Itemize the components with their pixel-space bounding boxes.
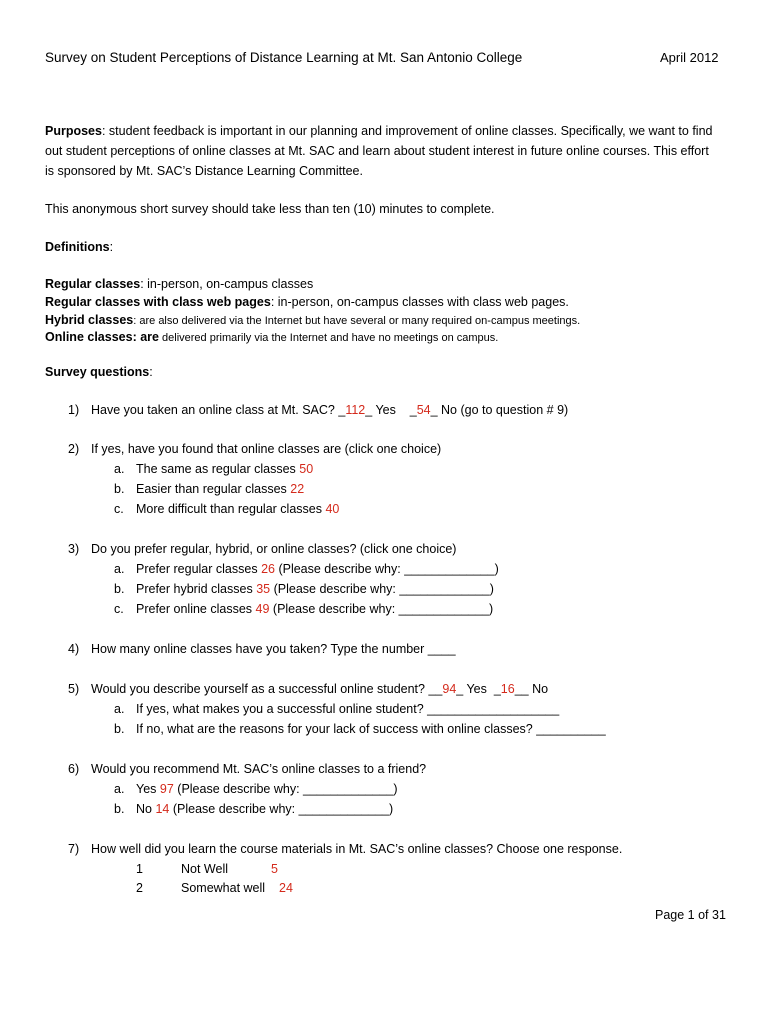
option-letter: b. [114, 582, 125, 596]
question-5-no-count: 16 [500, 682, 515, 696]
rating-rank: 2 [136, 881, 143, 895]
question-1-yes-count: 112 [345, 403, 366, 417]
purposes-label: Purposes [45, 124, 102, 138]
option-text: More difficult than regular classes [136, 502, 322, 516]
definition-desc: : in-person, on-campus classes [140, 277, 314, 291]
option-count: 40 [325, 502, 340, 516]
definition-regular [45, 277, 313, 292]
option-text: Yes [136, 782, 157, 796]
option-letter: c. [114, 602, 124, 616]
definition-desc: : are also delivered via the Internet but have several or many required on-campus meetings. [133, 315, 581, 327]
option-describe: (Please describe why: _____________) [177, 782, 398, 796]
question-1-text: Have you taken an online class at Mt. SAC? _ [91, 403, 346, 417]
option-text: Prefer regular classes [136, 562, 258, 576]
question-5-yes-count: 94 [442, 682, 457, 696]
option-text: No [136, 802, 152, 816]
question-3-option-a [136, 562, 499, 577]
definition-desc: : in-person, on-campus classes with class web pages. [270, 295, 569, 309]
rating-label: Somewhat well [181, 881, 266, 895]
question-5-option-a: If yes, what makes you a successful online student? ___________________ [136, 702, 560, 716]
option-letter: c. [114, 502, 124, 516]
definition-online [45, 330, 498, 346]
option-letter: a. [114, 462, 125, 476]
purposes-line-1 [45, 124, 713, 139]
question-1-no-count: 54 [416, 403, 431, 417]
survey-questions-heading [45, 365, 153, 380]
question-3-option-c [136, 602, 493, 617]
option-describe: (Please describe why: _____________) [272, 602, 494, 616]
question-5-option-b: If no, what are the reasons for your lack of success with online classes? __________ [136, 722, 606, 736]
survey-questions-colon: : [149, 365, 153, 379]
definition-hybrid [45, 313, 580, 329]
question-6-number: 6) [68, 762, 80, 776]
option-count: 26 [261, 562, 275, 576]
question-6-option-a [136, 782, 398, 797]
definition-desc: delivered primarily via the Internet and have no meetings on campus. [158, 332, 499, 344]
option-count: 22 [290, 482, 305, 496]
definition-desc-bold: : are [132, 330, 159, 344]
option-text: Prefer online classes [136, 602, 253, 616]
question-1 [91, 403, 568, 418]
definition-regular-web [45, 295, 569, 310]
question-5-mid: _ Yes _ [456, 682, 501, 696]
option-count: 49 [255, 602, 270, 616]
option-letter: b. [114, 802, 125, 816]
question-7-text: How well did you learn the course materials in Mt. SAC’s online classes? Choose one response. [91, 842, 623, 856]
rating-rank: 1 [136, 862, 143, 876]
option-text: Prefer hybrid classes [136, 582, 253, 596]
question-6-option-b [136, 802, 393, 817]
option-count: 14 [155, 802, 170, 816]
question-3-text: Do you prefer regular, hybrid, or online classes? (click one choice) [91, 542, 457, 556]
option-describe: (Please describe why: _____________) [273, 582, 494, 596]
question-1-number: 1) [68, 403, 80, 417]
option-count: 50 [299, 462, 314, 476]
option-letter: b. [114, 482, 125, 496]
question-5-number: 5) [68, 682, 80, 696]
survey-questions-label: Survey questions [45, 365, 150, 379]
question-2-number: 2) [68, 442, 80, 456]
definitions-colon: : [109, 240, 114, 254]
question-5-end: __ No [514, 682, 549, 696]
option-describe: (Please describe why: _____________) [278, 562, 499, 576]
rating-count: 5 [271, 862, 278, 876]
page-number: Page 1 of 31 [655, 908, 726, 922]
question-4-text: How many online classes have you taken? Type the number ____ [91, 642, 456, 656]
question-3-option-b [136, 582, 494, 597]
question-1-mid: _ Yes _ [365, 403, 417, 417]
question-2-option-b [136, 482, 304, 497]
question-6-text: Would you recommend Mt. SAC’s online classes to a friend? [91, 762, 427, 776]
document-title: Survey on Student Perceptions of Distance Learning at Mt. San Antonio College [45, 50, 523, 65]
definition-term: Online classes [45, 330, 133, 344]
option-count: 97 [159, 782, 174, 796]
anonymous-note: This anonymous short survey should take less than ten (10) minutes to complete. [45, 202, 495, 216]
definition-term: Regular classes with class web pages [45, 295, 271, 309]
document-date: April 2012 [660, 50, 719, 65]
option-letter: b. [114, 722, 125, 736]
option-text: Easier than regular classes [136, 482, 287, 496]
option-letter: a. [114, 702, 125, 716]
definitions-label: Definitions [45, 240, 110, 254]
question-3-number: 3) [68, 542, 80, 556]
definitions-heading [45, 240, 113, 255]
purposes-line-2: out student perceptions of online classes at Mt. SAC and learn about student interest in future online courses. This effort [45, 144, 709, 158]
purposes-line-3: is sponsored by Mt. SAC’s Distance Learning Committee. [45, 164, 363, 178]
question-2-option-c [136, 502, 339, 517]
rating-label: Not Well [181, 862, 229, 876]
option-letter: a. [114, 782, 125, 796]
option-describe: (Please describe why: _____________) [172, 802, 394, 816]
question-4-number: 4) [68, 642, 80, 656]
question-5 [91, 682, 548, 697]
option-text: The same as regular classes [136, 462, 296, 476]
question-2-text: If yes, have you found that online classes are (click one choice) [91, 442, 442, 456]
question-1-end: _ No (go to question # 9) [430, 403, 569, 417]
question-2-option-a [136, 462, 313, 477]
question-7-number: 7) [68, 842, 80, 856]
option-letter: a. [114, 562, 125, 576]
option-count: 35 [256, 582, 271, 596]
purposes-text-1: : student feedback is important in our planning and improvement of online classes. Specifically, we want to find [101, 124, 713, 138]
question-5-text: Would you describe yourself as a successful online student? __ [91, 682, 443, 696]
rating-count: 24 [279, 881, 293, 895]
definition-term: Regular classes [45, 277, 141, 291]
definition-term: Hybrid classes [45, 313, 134, 327]
